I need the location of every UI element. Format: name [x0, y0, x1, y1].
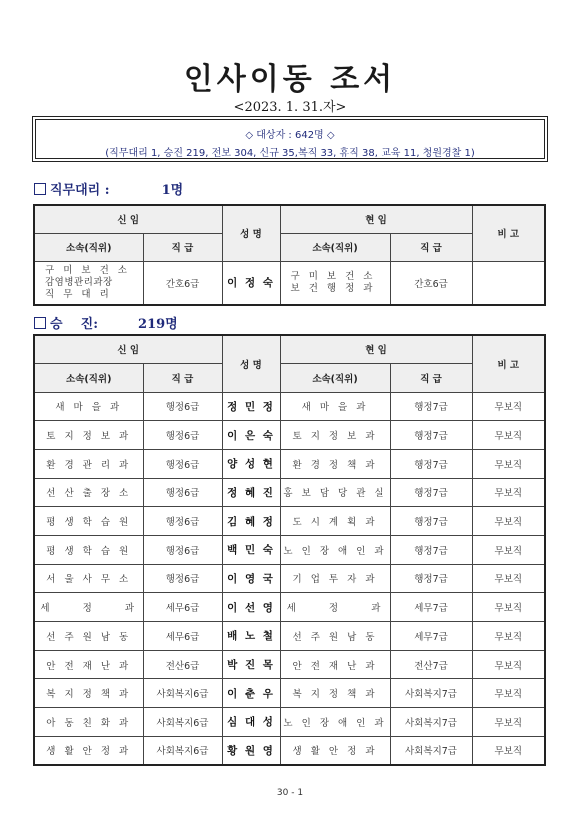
row-cur-org: 새 마 을 과	[280, 392, 390, 421]
acting-new-org	[34, 261, 143, 305]
row-cur-org: 기 업 투 자 과	[280, 564, 390, 593]
row-new-grade: 행정6급	[143, 507, 222, 536]
row-cur-org: 세 정 과	[280, 593, 390, 622]
header-new: 신 임	[34, 205, 222, 233]
row-new-grade: 세무6급	[143, 593, 222, 622]
promotion-table	[33, 334, 546, 766]
table-row	[34, 392, 545, 421]
row-cur-org: 안 전 재 난 과	[280, 650, 390, 679]
row-remark: 무보직	[472, 622, 545, 651]
header-new-grade: 직 급	[143, 363, 222, 392]
header-new: 신 임	[34, 335, 222, 363]
header-remark: 비 고	[472, 335, 545, 392]
row-remark: 무보직	[472, 564, 545, 593]
row-cur-grade: 행정7급	[390, 507, 472, 536]
section-count: 1명	[161, 183, 184, 198]
row-name: 박 진 목	[222, 650, 280, 679]
table-row	[34, 736, 545, 765]
section-heading-acting	[34, 179, 183, 198]
row-new-org: 평 생 학 습 원	[34, 507, 143, 536]
header-remark: 비 고	[472, 205, 545, 261]
row-new-org: 생 활 안 정 과	[34, 736, 143, 765]
row-cur-org: 노 인 장 애 인 과	[280, 708, 390, 737]
checkbox-square-icon	[34, 317, 46, 329]
row-name: 백 민 숙	[222, 535, 280, 564]
header-cur-org: 소속(직위)	[280, 363, 390, 392]
row-new-grade: 사회복지6급	[143, 736, 222, 765]
section-heading-promotion	[34, 313, 178, 332]
checkbox-square-icon	[34, 183, 46, 195]
row-new-org: 선 주 원 남 동	[34, 622, 143, 651]
header-new-org: 소속(직위)	[34, 233, 143, 261]
row-remark: 무보직	[472, 593, 545, 622]
row-cur-org: 복 지 정 책 과	[280, 679, 390, 708]
row-cur-grade: 행정7급	[390, 392, 472, 421]
table-row	[34, 449, 545, 478]
row-remark: 무보직	[472, 421, 545, 450]
acting-cur-org-line: 보 건 행 정 과	[290, 282, 376, 294]
header-new-grade: 직 급	[143, 233, 222, 261]
header-new-org: 소속(직위)	[34, 363, 143, 392]
table-row	[34, 507, 545, 536]
row-cur-grade: 행정7급	[390, 478, 472, 507]
row-new-grade: 세무6급	[143, 622, 222, 651]
acting-new-org-line: 구 미 보 건 소	[45, 264, 130, 276]
row-new-org: 새 마 을 과	[34, 392, 143, 421]
row-new-org: 복 지 정 책 과	[34, 679, 143, 708]
table-row	[34, 650, 545, 679]
row-new-org: 선 산 출 장 소	[34, 478, 143, 507]
row-name: 이 춘 우	[222, 679, 280, 708]
row-cur-org: 홍 보 담 당 관 실	[280, 478, 390, 507]
row-remark: 무보직	[472, 507, 545, 536]
row-name: 정 혜 진	[222, 478, 280, 507]
row-cur-grade: 행정7급	[390, 449, 472, 478]
row-new-grade: 행정6급	[143, 421, 222, 450]
table-row	[34, 535, 545, 564]
row-name: 이 은 숙	[222, 421, 280, 450]
row-name: 이 선 영	[222, 593, 280, 622]
row-new-grade: 행정6급	[143, 392, 222, 421]
page-number: 30 - 1	[276, 788, 304, 798]
row-cur-grade: 행정7급	[390, 564, 472, 593]
row-new-grade: 사회복지6급	[143, 679, 222, 708]
row-cur-grade: 행정7급	[390, 421, 472, 450]
header-name: 성 명	[222, 335, 280, 392]
header-name: 성 명	[222, 205, 280, 261]
row-name: 황 원 영	[222, 736, 280, 765]
row-cur-grade: 사회복지7급	[390, 736, 472, 765]
row-name: 심 대 성	[222, 708, 280, 737]
row-cur-org: 선 주 원 남 동	[280, 622, 390, 651]
row-remark: 무보직	[472, 449, 545, 478]
acting-new-org-line: 직 무 대 리	[45, 288, 112, 300]
row-remark: 무보직	[472, 708, 545, 737]
row-cur-grade: 세무7급	[390, 622, 472, 651]
row-new-grade: 행정6급	[143, 478, 222, 507]
section-count: 219명	[138, 317, 178, 332]
acting-name: 이 정 숙	[222, 261, 280, 305]
row-new-grade: 행정6급	[143, 535, 222, 564]
document-title: 인사이동 조서	[183, 62, 397, 97]
summary-line-2: (직무대리 1, 승진 219, 전보 304, 신규 35,복직 33, 휴직 38, 교육 11, 청원경찰 1)	[105, 148, 475, 159]
acting-table	[33, 204, 546, 306]
header-cur-grade: 직 급	[390, 363, 472, 392]
table-row	[34, 478, 545, 507]
header-current: 현 임	[280, 205, 472, 233]
table-row	[34, 708, 545, 737]
row-remark: 무보직	[472, 535, 545, 564]
row-name: 양 성 현	[222, 449, 280, 478]
row-name: 배 노 철	[222, 622, 280, 651]
row-new-grade: 전산6급	[143, 650, 222, 679]
row-cur-grade: 세무7급	[390, 593, 472, 622]
summary-line-1: ◇ 대상자 : 642명 ◇	[245, 130, 335, 141]
acting-remark	[472, 261, 545, 305]
header-current: 현 임	[280, 335, 472, 363]
promotion-table-body	[34, 392, 545, 765]
row-remark: 무보직	[472, 392, 545, 421]
row-name: 정 민 정	[222, 392, 280, 421]
acting-cur-org-line: 구 미 보 건 소	[290, 270, 376, 282]
row-name: 김 혜 정	[222, 507, 280, 536]
section-label: 승 진:	[50, 317, 99, 332]
row-remark: 무보직	[472, 650, 545, 679]
row-new-org: 토 지 정 보 과	[34, 421, 143, 450]
row-cur-org: 노 인 장 애 인 과	[280, 535, 390, 564]
row-new-org: 서 울 사 무 소	[34, 564, 143, 593]
row-name: 이 영 국	[222, 564, 280, 593]
row-new-org: 아 동 친 화 과	[34, 708, 143, 737]
acting-cur-grade: 간호6급	[390, 261, 472, 305]
row-remark: 무보직	[472, 478, 545, 507]
row-cur-org: 토 지 정 보 과	[280, 421, 390, 450]
row-cur-grade: 사회복지7급	[390, 679, 472, 708]
row-cur-grade: 행정7급	[390, 535, 472, 564]
row-cur-org: 도 시 계 획 과	[280, 507, 390, 536]
row-new-org: 환 경 관 리 과	[34, 449, 143, 478]
row-new-org: 세 정 과	[34, 593, 143, 622]
table-row	[34, 622, 545, 651]
row-new-grade: 행정6급	[143, 449, 222, 478]
header-cur-grade: 직 급	[390, 233, 472, 261]
acting-new-grade: 간호6급	[143, 261, 222, 305]
row-new-grade: 사회복지6급	[143, 708, 222, 737]
row-new-org: 안 전 재 난 과	[34, 650, 143, 679]
row-cur-grade: 사회복지7급	[390, 708, 472, 737]
row-new-grade: 행정6급	[143, 564, 222, 593]
acting-new-org-line: 감염병관리과장	[45, 276, 113, 288]
row-remark: 무보직	[472, 679, 545, 708]
table-row	[34, 564, 545, 593]
summary-box	[32, 116, 548, 162]
document-date: <2023. 1. 31.자>	[233, 100, 347, 115]
table-row	[34, 679, 545, 708]
row-remark: 무보직	[472, 736, 545, 765]
row-new-org: 평 생 학 습 원	[34, 535, 143, 564]
row-cur-grade: 전산7급	[390, 650, 472, 679]
table-row	[34, 421, 545, 450]
section-label: 직무대리 :	[50, 183, 110, 198]
acting-cur-org	[280, 261, 390, 305]
row-cur-org: 생 활 안 정 과	[280, 736, 390, 765]
table-row	[34, 593, 545, 622]
header-cur-org: 소속(직위)	[280, 233, 390, 261]
row-cur-org: 환 경 정 책 과	[280, 449, 390, 478]
